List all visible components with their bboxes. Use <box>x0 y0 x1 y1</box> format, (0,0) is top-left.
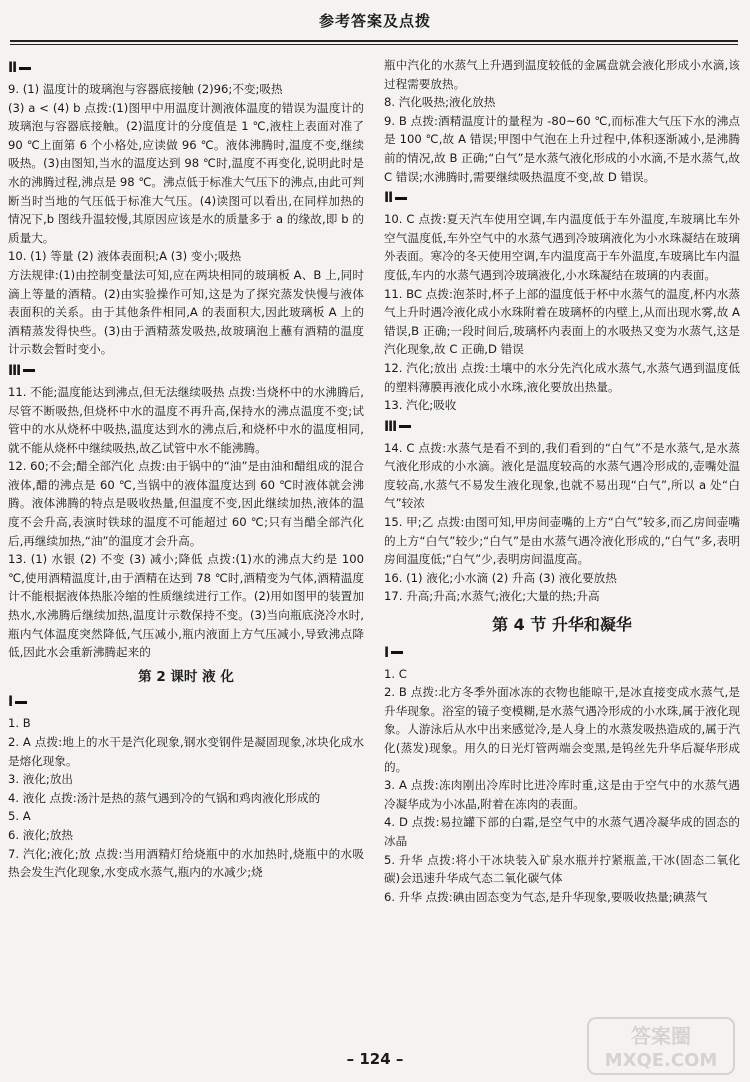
level-marker-label: Ⅲ <box>8 362 22 379</box>
answer-item: 6. 升华 点拨:碘由固态变为气态,是升华现象,要吸收热量;碘蒸气 <box>384 889 708 904</box>
answer-item: 9. B 点拨:酒精温度计的量程为 -80~60 ℃,而标准大气压下水的沸点是 100 ℃,故 A 错误;甲图中气泡在上升过程中,体积逐渐减小,是沸腾前的情况,故 B 正确;“白气”是水蒸气液化形成的小水滴,不是水蒸气,故 C 错误;水沸腾时,需要继续吸热温度不变,故 D 错误。 <box>384 113 740 184</box>
answer-item: 瓶中汽化的水蒸气上升遇到温度较低的金属盘就会液化形成小水滴,该过程需要放热。 <box>384 58 740 91</box>
answer-item: 10. C 点拨:夏天汽车使用空调,车内温度低于车外温度,车玻璃比车外空气温度低,车外空气中的水蒸气遇到冷玻璃液化为小水珠凝结在玻璃外表面。寒冷的冬天使用空调,车内温度高于车外温度,车玻璃比车内温度低,车内的水蒸气遇到冷玻璃液化,小水珠凝结在玻璃的内表面。 <box>384 212 740 282</box>
answer-item: 2. A 点拨:地上的水干是汽化现象,钢水变钢件是凝固现象,冰块化成水是熔化现象。 <box>8 735 364 768</box>
right-column <box>384 56 740 1046</box>
level-marker-bar <box>395 197 407 200</box>
answer-item: 1. B <box>8 716 31 731</box>
answer-item: 1. C <box>384 666 407 681</box>
answer-item: 10. (1) 等量 (2) 液体表面积;A (3) 变小;吸热 <box>8 249 242 264</box>
answer-item: 11. 不能;温度能达到沸点,但无法继续吸热 点拨:当烧杯中的水沸腾后,尽管不断吸热,但烧杯中水的温度不再升高,保持水的沸点温度不变;试管中的水从烧杯中吸热,温度达到水的沸点后,和烧杯中水的温度相同,就不能从烧杯中继续吸热,故乙试管中水不能沸腾。 <box>8 384 364 455</box>
answer-item: 12. 汽化;放出 点拨:土壤中的水分先汽化成水蒸气,水蒸气遇到温度低的塑料薄膜再液化成小水珠,液化要放出热量。 <box>384 360 740 394</box>
answer-item: 12. 60;不会;醋全部汽化 点拨:由于锅中的“油”是由油和醋组成的混合液体,醋的沸点是 60 ℃,当锅中的液体温度达到 60 ℃时液体就会沸腾。液体沸腾的特点是吸收热量,但温度不变,因此继续加热,液体的温度不会升高,表演时铁球的温度不可能超过 60 ℃;只有当醋全部汽化后,再继续加热,“油”的温度才会升高。 <box>8 459 364 548</box>
level-marker-label: Ⅱ <box>384 190 394 207</box>
page-number: – 124 – <box>346 1050 404 1068</box>
answer-item: 9. (1) 温度计的玻璃泡与容器底接触 (2)96;不变;吸热 <box>8 82 283 96</box>
answer-item: 14. C 点拨:水蒸气是看不到的,我们看到的“白气”不是水蒸气,是水蒸气液化形成的小水滴。液化是温度较高的水蒸气遇冷形成的,壶嘴处温度较高,水蒸气不易发生液化现象,也就不易出现“白气”,所以 a 处“白气”较浓 <box>384 440 740 511</box>
header-rule <box>10 40 738 42</box>
answer-item: 4. D 点拨:易拉罐下部的白霜,是空气中的水蒸气遇冷凝华成的固态的冰晶 <box>384 815 740 848</box>
answer-item: 11. BC 点拨:泡茶时,杯子上部的温度低于杯中水蒸气的温度,杯内水蒸气上升时遇冷液化成小水珠附着在玻璃杯的内壁上,从而出现水雾,故 A 错误,B 正确;一段时间后,玻璃杯内表面上的水吸热又变为水蒸气,这是汽化现象,故 C 正确,D 错误 <box>384 286 740 357</box>
answer-item: 13. (1) 水银 (2) 不变 (3) 减小;降低 点拨:(1)水的沸点大约是 100 ℃,使用酒精温度计,由于酒精在达到 78 ℃时,酒精变为气体,酒精温度计不能根据液体热胀冷缩的性质继续进行工作。(2)用如图甲的装置加热水,水沸腾后继续加热,温度计示数保持不变。(3)当向瓶底浇冷水时,瓶内气体温度突然降低,气压减小,瓶内液面上方气压减小,导致沸点降低,因此水会重新沸腾起来的 <box>8 552 364 660</box>
page-header <box>0 8 750 44</box>
answer-item: 方法规律:(1)由控制变量法可知,应在两块相同的玻璃板 A、B 上,同时滴上等量的酒精。(2)由实验操作可知,这是为了探究蒸发快慢与液体表面积的关系。由于其他条件相同,A 的表面积大,因此玻璃板 A 上的酒精蒸发得快些。(3)由于酒精蒸发吸热,故玻璃泡上蘸有酒精的温度计示数会暂时变小。 <box>8 267 364 357</box>
page-title: 参考答案及点拨 <box>318 12 431 30</box>
lesson-title: 第 2 课时 液 化 <box>138 668 234 685</box>
answer-item: 17. 升高;升高;水蒸气;液化;大量的热;升高 <box>384 589 600 604</box>
level-marker-bar <box>391 651 403 654</box>
level-marker-bar <box>19 67 31 70</box>
answer-item: 13. 汽化;吸收 <box>384 398 457 413</box>
level-marker <box>384 188 740 208</box>
answer-item: 4. 液化 点拨:汤汁是热的蒸气遇到冷的气锅和鸡肉液化形成的 <box>8 790 321 805</box>
answer-item: 6. 液化;放热 <box>8 827 74 842</box>
answer-item: 15. 甲;乙 点拨:由图可知,甲房间壶嘴的上方“白气”较多,而乙房间壶嘴的上方“白气”较少;“白气”是由水蒸气遇冷液化形成的,“白气”多,表明房间温度低;“白气”少,表明房间温度高。 <box>384 515 740 567</box>
watermark-text-cn: 答案圈 <box>631 1024 691 1048</box>
section-heading: 第 4 节 升华和凝华 <box>492 615 632 635</box>
answer-item: 5. 升华 点拨:将小干冰块装入矿泉水瓶并拧紧瓶盖,干冰(固态二氧化碳)会迅速升华成气态二氧化碳气体 <box>384 852 740 886</box>
level-marker-label: Ⅱ <box>8 60 18 76</box>
answer-item: 8. 汽化吸热;液化放热 <box>384 95 496 110</box>
answer-item: 5. A <box>8 809 31 824</box>
level-marker-label: Ⅲ <box>384 418 398 435</box>
level-marker-bar <box>15 701 27 704</box>
level-marker <box>8 361 364 381</box>
level-marker-label: Ⅰ <box>384 644 390 661</box>
answer-item: 16. (1) 液化;小水滴 (2) 升高 (3) 液化要放热 <box>384 570 617 585</box>
header-rule-thin <box>10 44 738 45</box>
level-marker-label: Ⅰ <box>8 694 14 711</box>
level-marker <box>8 58 364 78</box>
answer-item: 3. 液化;放出 <box>8 772 74 787</box>
level-marker <box>8 692 364 712</box>
answer-item: 3. A 点拨:冻肉刚出冷库时比进冷库时重,这是由于空气中的水蒸气遇冷凝华成为小冰晶,附着在冻肉的表面。 <box>384 778 740 811</box>
answer-item: 7. 汽化;液化;放 点拨:当用酒精灯给烧瓶中的水加热时,烧瓶中的水吸热会发生汽化现象,水变成水蒸气,瓶内的水减少;烧 <box>8 846 364 880</box>
watermark-logo <box>586 1016 736 1076</box>
level-marker <box>384 643 740 663</box>
watermark-text-en: MXQE.COM <box>604 1050 718 1071</box>
level-marker-bar <box>23 369 35 372</box>
left-column <box>8 56 364 1046</box>
level-marker <box>384 417 740 437</box>
answer-item: 2. B 点拨:北方冬季外面冰冻的衣物也能晾干,是冰直接变成水蒸气,是升华现象。浴室的镜子变模糊,是水蒸气遇冷形成的小水珠,属于液化现象。人游泳后从水中出来感觉冷,是人身上的水蒸发吸热造成的,属于汽化(蒸发)现象。用久的日光灯管两端会变黑,是钨丝先升华后凝华形成的。 <box>384 685 740 774</box>
answer-item: (3) a < (4) b 点拨:(1)图甲中用温度计测液体温度的错误为温度计的玻璃泡与容器底接触。(2)温度计的分度值是 1 ℃,液柱上表面对准了 90 ℃上面第 6 个小格处,应读做 96 ℃。液体沸腾时,温度不变,继续吸热。(3)由图知,当水的温度达到 98 ℃时,温度不再变化,说明此时是水的沸腾过程,沸点是 98 ℃。沸点低于标准大气压下的沸点,由此可判断当时当地的气压低于标准大气压。(4)读图可以看出,在同样加热的情况下,b 图线升温较慢,其原因应该是水的质量多于 a 的缘故,即 b 的质量大。 <box>8 100 364 245</box>
level-marker-bar <box>399 425 411 428</box>
